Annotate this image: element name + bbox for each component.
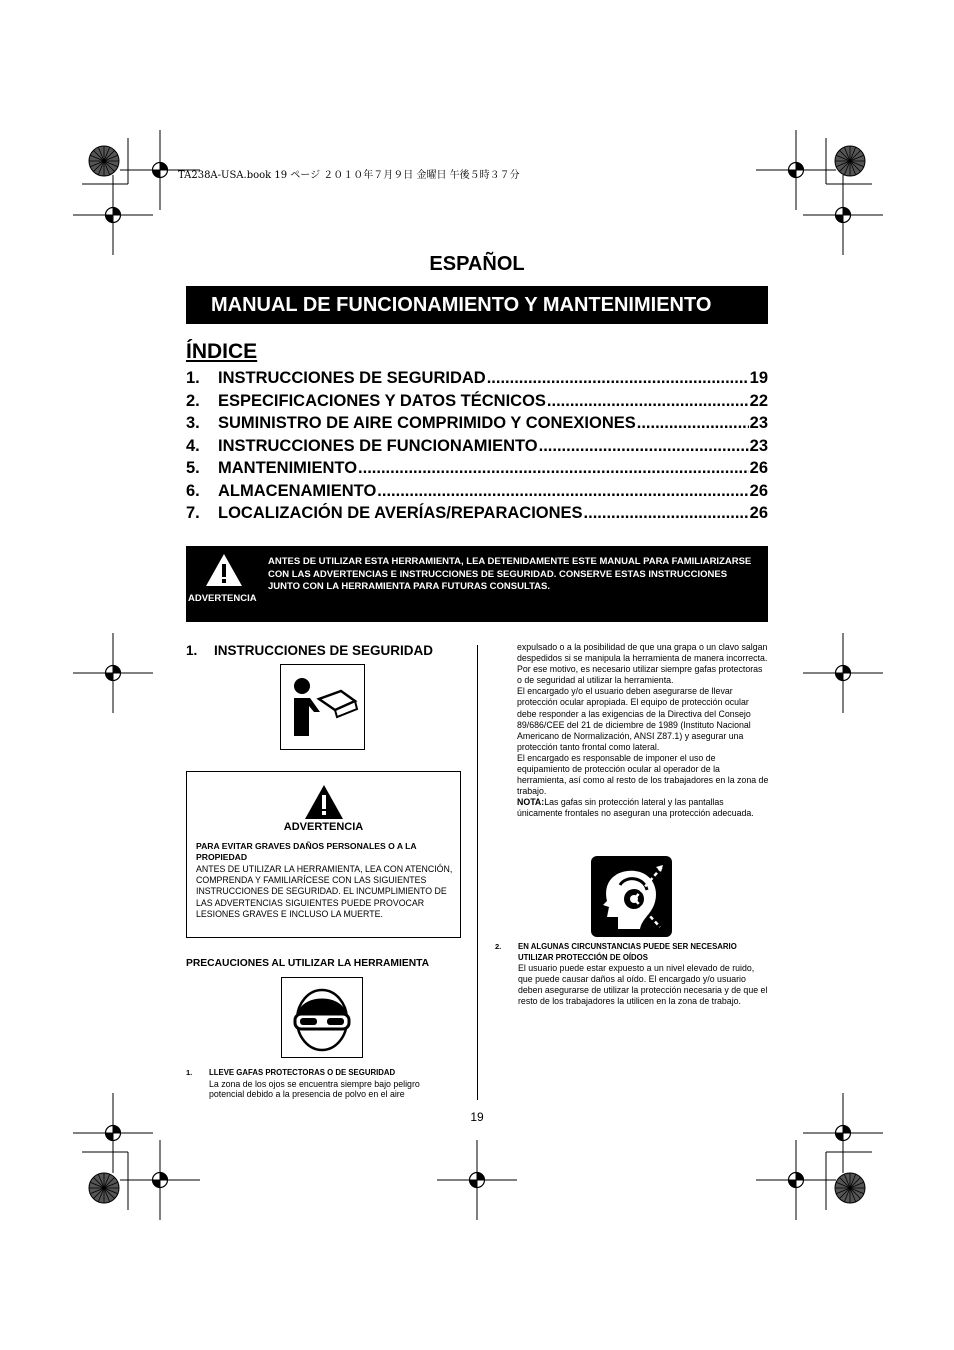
toc-page: 26 — [749, 459, 768, 477]
toc-leader — [637, 414, 749, 433]
warning-box-label: ADVERTENCIA — [283, 821, 364, 833]
item-number: 2. — [495, 942, 502, 951]
toc-number: 6. — [186, 481, 200, 500]
paragraph: expulsado o a la posibilidad de que una grapa o un clavo salgan despedidos si se manipula la herramienta de manera incorrecta. Por ese motivo, es necesario utilizar siempre gafas protectoras o de seguridad al utilizar la herramienta. — [517, 642, 768, 686]
item-title: EN ALGUNAS CIRCUNSTANCIAS PUEDE SER NECESARIO UTILIZAR PROTECCIÓN DE OÍDOS — [518, 942, 737, 963]
toc-item[interactable] — [186, 482, 768, 505]
section-number: 1. — [186, 643, 198, 658]
toc-page: 23 — [749, 414, 768, 432]
toc-item[interactable] — [186, 504, 768, 527]
paragraph: El encargado y/o el usuario deben asegurarse de llevar protección ocular apropiada. El equipo de protección ocular debe responder a las exigencias de la Directiva del Consejo 89/686/CEE del 21 de diciembre de 1989 (Instituto Nacional Americano de Normalización, ANSI Z87.1) y asegurar una protección tanto frontal como lateral. — [517, 686, 751, 752]
toc-leader — [584, 504, 749, 523]
toc-number: 4. — [186, 436, 200, 455]
warning-banner-text: ANTES DE UTILIZAR ESTA HERRAMIENTA, LEA DETENIDAMENTE ESTE MANUAL PARA FAMILIARIZARSE CON LAS ADVERTENCIAS E INSTRUCCIONES DE SEGURIDAD. CONSERVE ESTAS INSTRUCCIONES JUNTO CON LA HERRAMIENTA PARA FUTURAS CONSULTAS. — [268, 556, 752, 592]
section-heading — [186, 643, 433, 658]
toc-label: SUMINISTRO DE AIRE COMPRIMIDO Y CONEXIONES — [218, 414, 636, 432]
ear-protection-pictogram — [590, 855, 673, 938]
toc-item[interactable] — [186, 437, 768, 460]
warning-triangle-icon — [304, 784, 344, 820]
item-title: LLEVE GAFAS PROTECTORAS O DE SEGURIDAD — [209, 1068, 396, 1077]
safety-goggles-icon — [282, 978, 362, 1057]
toc-item[interactable] — [186, 392, 768, 415]
toc-label: ESPECIFICACIONES Y DATOS TÉCNICOS — [218, 391, 546, 410]
toc-number: 1. — [186, 369, 200, 387]
item-text: El usuario puede estar expuesto a un nivel elevado de ruido, que puede causar daños al oído. El encargado y/o usuario deben asegurarse de utilizar la protección necesaria y de que el resto de los trabajadores la utilicen en la zona de trabajo. — [518, 963, 768, 1007]
toc-item[interactable] — [186, 414, 768, 437]
toc-leader — [377, 482, 748, 501]
toc-page: 22 — [749, 391, 768, 410]
section-title: INSTRUCCIONES DE SEGURIDAD — [214, 643, 434, 658]
read-manual-icon — [281, 665, 364, 749]
precautions-heading: PRECAUCIONES AL UTILIZAR LA HERRAMIENTA — [186, 958, 430, 969]
toc-item[interactable] — [186, 369, 768, 392]
right-column-text — [517, 642, 769, 820]
warning-box-body: ANTES DE UTILIZAR LA HERRAMIENTA, LEA CON ATENCIÓN, COMPRENDA Y FAMILIARÍCESE CON LAS SIGUIENTES INSTRUCCIONES DE SEGURIDAD. EL INCUMPLIMIENTO DE LAS ADVERTENCIAS SIGUIENTES PUEDE PROVOCAR LESIONES GRAVES E INCLUSO LA MUERTE. — [196, 864, 453, 919]
toc-leader — [539, 437, 749, 456]
toc-label: MANTENIMIENTO — [218, 459, 358, 477]
warning-box — [186, 771, 461, 938]
warning-banner-label: ADVERTENCIA — [188, 593, 257, 604]
language-heading: ESPAÑOL — [429, 253, 525, 275]
warning-triangle-icon — [204, 552, 244, 588]
goggles-pictogram — [281, 977, 363, 1058]
column-divider — [477, 645, 478, 1100]
note-text: Las gafas sin protección lateral y las pantallas únicamente frontales no aseguran una protección adecuada. — [517, 797, 754, 819]
manual-title: MANUAL DE FUNCIONAMIENTO Y MANTENIMIENTO — [186, 286, 768, 324]
toc-label: INSTRUCCIONES DE SEGURIDAD — [218, 369, 486, 387]
toc-number: 3. — [186, 414, 200, 432]
read-manual-pictogram — [280, 664, 365, 750]
index-title: ÍNDICE — [186, 340, 258, 363]
item-ear-protection — [495, 941, 769, 1008]
toc-number: 7. — [186, 504, 200, 522]
toc-leader — [547, 392, 749, 411]
toc-label: LOCALIZACIÓN DE AVERÍAS/REPARACIONES — [218, 504, 583, 522]
paragraph: El encargado es responsable de imponer el uso de equipamiento de protección ocular al operador de la herramienta, así como al resto de los trabajadores en la zona de trabajo. — [517, 752, 769, 797]
item-number: 1. — [186, 1068, 193, 1077]
item-safety-glasses — [186, 1068, 448, 1100]
table-of-contents — [186, 369, 768, 527]
toc-page: 19 — [749, 369, 768, 387]
toc-leader — [487, 369, 749, 388]
warning-box-strong: PARA EVITAR GRAVES DAÑOS PERSONALES O A LA PROPIEDAD — [196, 841, 417, 862]
toc-leader — [358, 459, 749, 478]
toc-label: ALMACENAMIENTO — [218, 481, 377, 500]
warning-banner — [186, 546, 768, 622]
print-header: TA238A-USA.book 19 ページ ２０１０年７月９日 金曜日 午後５時３７分 — [178, 170, 520, 181]
page-number: 19 — [470, 1110, 484, 1124]
toc-page: 26 — [749, 481, 768, 500]
toc-page: 26 — [749, 504, 768, 522]
note-label: NOTA: — [517, 797, 545, 808]
toc-page: 23 — [749, 436, 768, 455]
note — [517, 797, 769, 819]
item-text: La zona de los ojos se encuentra siempre bajo peligro potencial debido a la presencia de polvo en el aire — [209, 1078, 420, 1100]
toc-number: 2. — [186, 391, 200, 410]
toc-label: INSTRUCCIONES DE FUNCIONAMIENTO — [218, 436, 538, 455]
ear-protection-icon — [590, 855, 673, 938]
toc-item[interactable] — [186, 459, 768, 482]
toc-number: 5. — [186, 459, 200, 477]
